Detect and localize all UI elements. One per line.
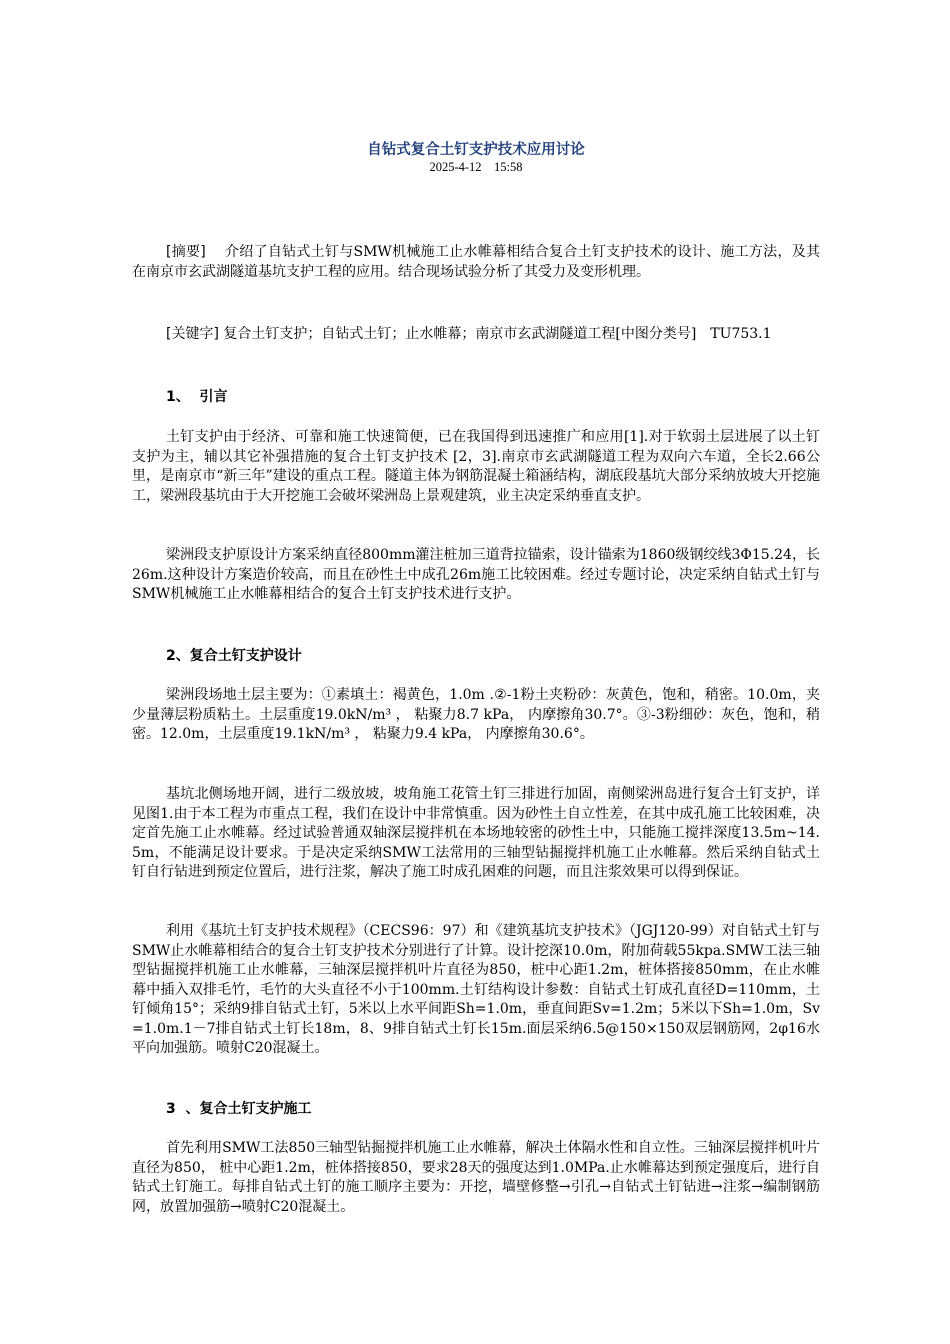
abstract-paragraph: [132, 243, 820, 282]
keywords-text: 复合土钉支护；自钻式土钉；止水帷幕；南京市玄武湖隧道工程[中图分类号] TU753.1: [218, 326, 772, 342]
keywords-paragraph: [132, 325, 820, 345]
section-2-paragraph-3: 利用《基坑土钉支护技术规程》（CECS96：97）和《建筑基坑支护技术》（JGJ120-99）对自钻式土钉与SMW止水帷幕相结合的复合土钉支护技术分别进行了计算。设计挖深10.0m，附加荷载55kpa.SMW工法三轴型钻掘搅拌机施工止水帷幕，三轴深层搅拌机叶片直径为850，桩中心距1.2m，桩体搭接850mm，在止水帷幕中插入双排毛竹，毛竹的大头直径不小于100mm.土钉结构设计参数：自钻式土钉成孔直径D=110mm，土钉倾角15°；采纳9排自钻式土钉，5米以上水平间距Sh=1.0m，垂直间距Sv=1.2m；5米以下Sh=1.0m，Sv=1.0m.1－7排自钻式土钉长18m，8、9排自钻式土钉长15m.面层采纳6.5@150×150双层钢筋网，2φ16水平向加强筋。喷射C20混凝土。: [132, 923, 820, 1056]
section-1-paragraph-1: 土钉支护由于经济、可靠和施工快速简便，已在我国得到迅速推广和应用[1].对于软弱土层进展了以土钉支护为主，辅以其它补强措施的复合土钉支护技术 [2，3].南京市玄武湖隧道工程为双向六车道，全长2.66公里，是南京市“新三年”建设的重点工程。隧道主体为钢筋混凝土箱涵结构，湖底段基坑大部分采纳放坡大开挖施工，梁洲段基坑由于大开挖施工会破坏梁洲岛上景观建筑，业主决定采纳垂直支护。: [132, 429, 820, 504]
section-2-paragraph-1: 梁洲段场地土层主要为：①素填土：褐黄色，1.0m .②-1粉土夹粉砂：灰黄色，饱和，稍密。10.0m，夹少量薄层粉质粘土。土层重度19.0kN/m³ ， 粘聚力8.7 kPa， 内摩擦角30.7°。③-3粉细砂：灰色，饱和，稍密。12.0m，土层重度19.1kN/m³ ， 粘聚力9.4 kPa， 内摩擦角30.6°。: [132, 687, 820, 742]
abstract-text: 介绍了自钻式土钉与SMW机械施工止水帷幕相结合复合土钉支护技术的设计、施工方法，及其在南京市玄武湖隧道基坑支护工程的应用。结合现场试验分析了其受力及变形机理。: [132, 244, 820, 280]
section-heading-2: 2、复合土钉支护设计: [166, 648, 302, 664]
document-date: 2025-4-12 15:58: [429, 160, 523, 174]
section-1-paragraph-2: 梁洲段支护原设计方案采纳直径800mm灌注桩加三道背拉锚索，设计锚索为1860级钢绞线3Φ15.24，长26m.这种设计方案造价较高，而且在砂性土中成孔26m施工比较困难。经过专题讨论，决定采纳自钻式土钉与SMW机械施工止水帷幕相结合的复合土钉支护技术进行支护。: [132, 547, 820, 602]
abstract-label: [摘要]: [166, 244, 206, 260]
keywords-label: [关键字]: [166, 326, 219, 342]
document-title: 自钻式复合土钉支护技术应用讨论: [367, 142, 585, 158]
section-3-paragraph-1: 首先利用SMW工法850三轴型钻掘搅拌机施工止水帷幕，解决土体隔水性和自立性。三轴深层搅拌机叶片直径为850， 桩中心距1.2m，桩体搭接850，要求28天的强度达到1.0MPa.止水帷幕达到预定强度后，进行自钻式土钉施工。每排自钻式土钉的施工顺序主要为：开挖，墙壁修整→引孔→自钻式土钉钻进→注浆→编制钢筋网，放置加强筋→喷射C20混凝土。: [132, 1140, 820, 1215]
section-heading-3: 3 、复合土钉支护施工: [166, 1101, 312, 1117]
section-2-paragraph-2: 基坑北侧场地开阔，进行二级放坡，坡角施工花管土钉三排进行加固，南侧梁洲岛进行复合土钉支护，详见图1.由于本工程为市重点工程，我们在设计中非常慎重。因为砂性土自立性差，在其中成孔施工比较困难，决定首先施工止水帷幕。经过试验普通双轴深层搅拌机在本场地较密的砂性土中，只能施工搅拌深度13.5m~14.5m，不能满足设计要求。于是决定采纳SMW工法常用的三轴型钻掘搅拌机施工止水帷幕。然后采纳自钻式土钉自行钻进到预定位置后，进行注浆，解决了施工时成孔困难的问题，而且注浆效果可以得到保证。: [132, 786, 820, 880]
section-heading-1: 1、 引言: [166, 389, 228, 405]
